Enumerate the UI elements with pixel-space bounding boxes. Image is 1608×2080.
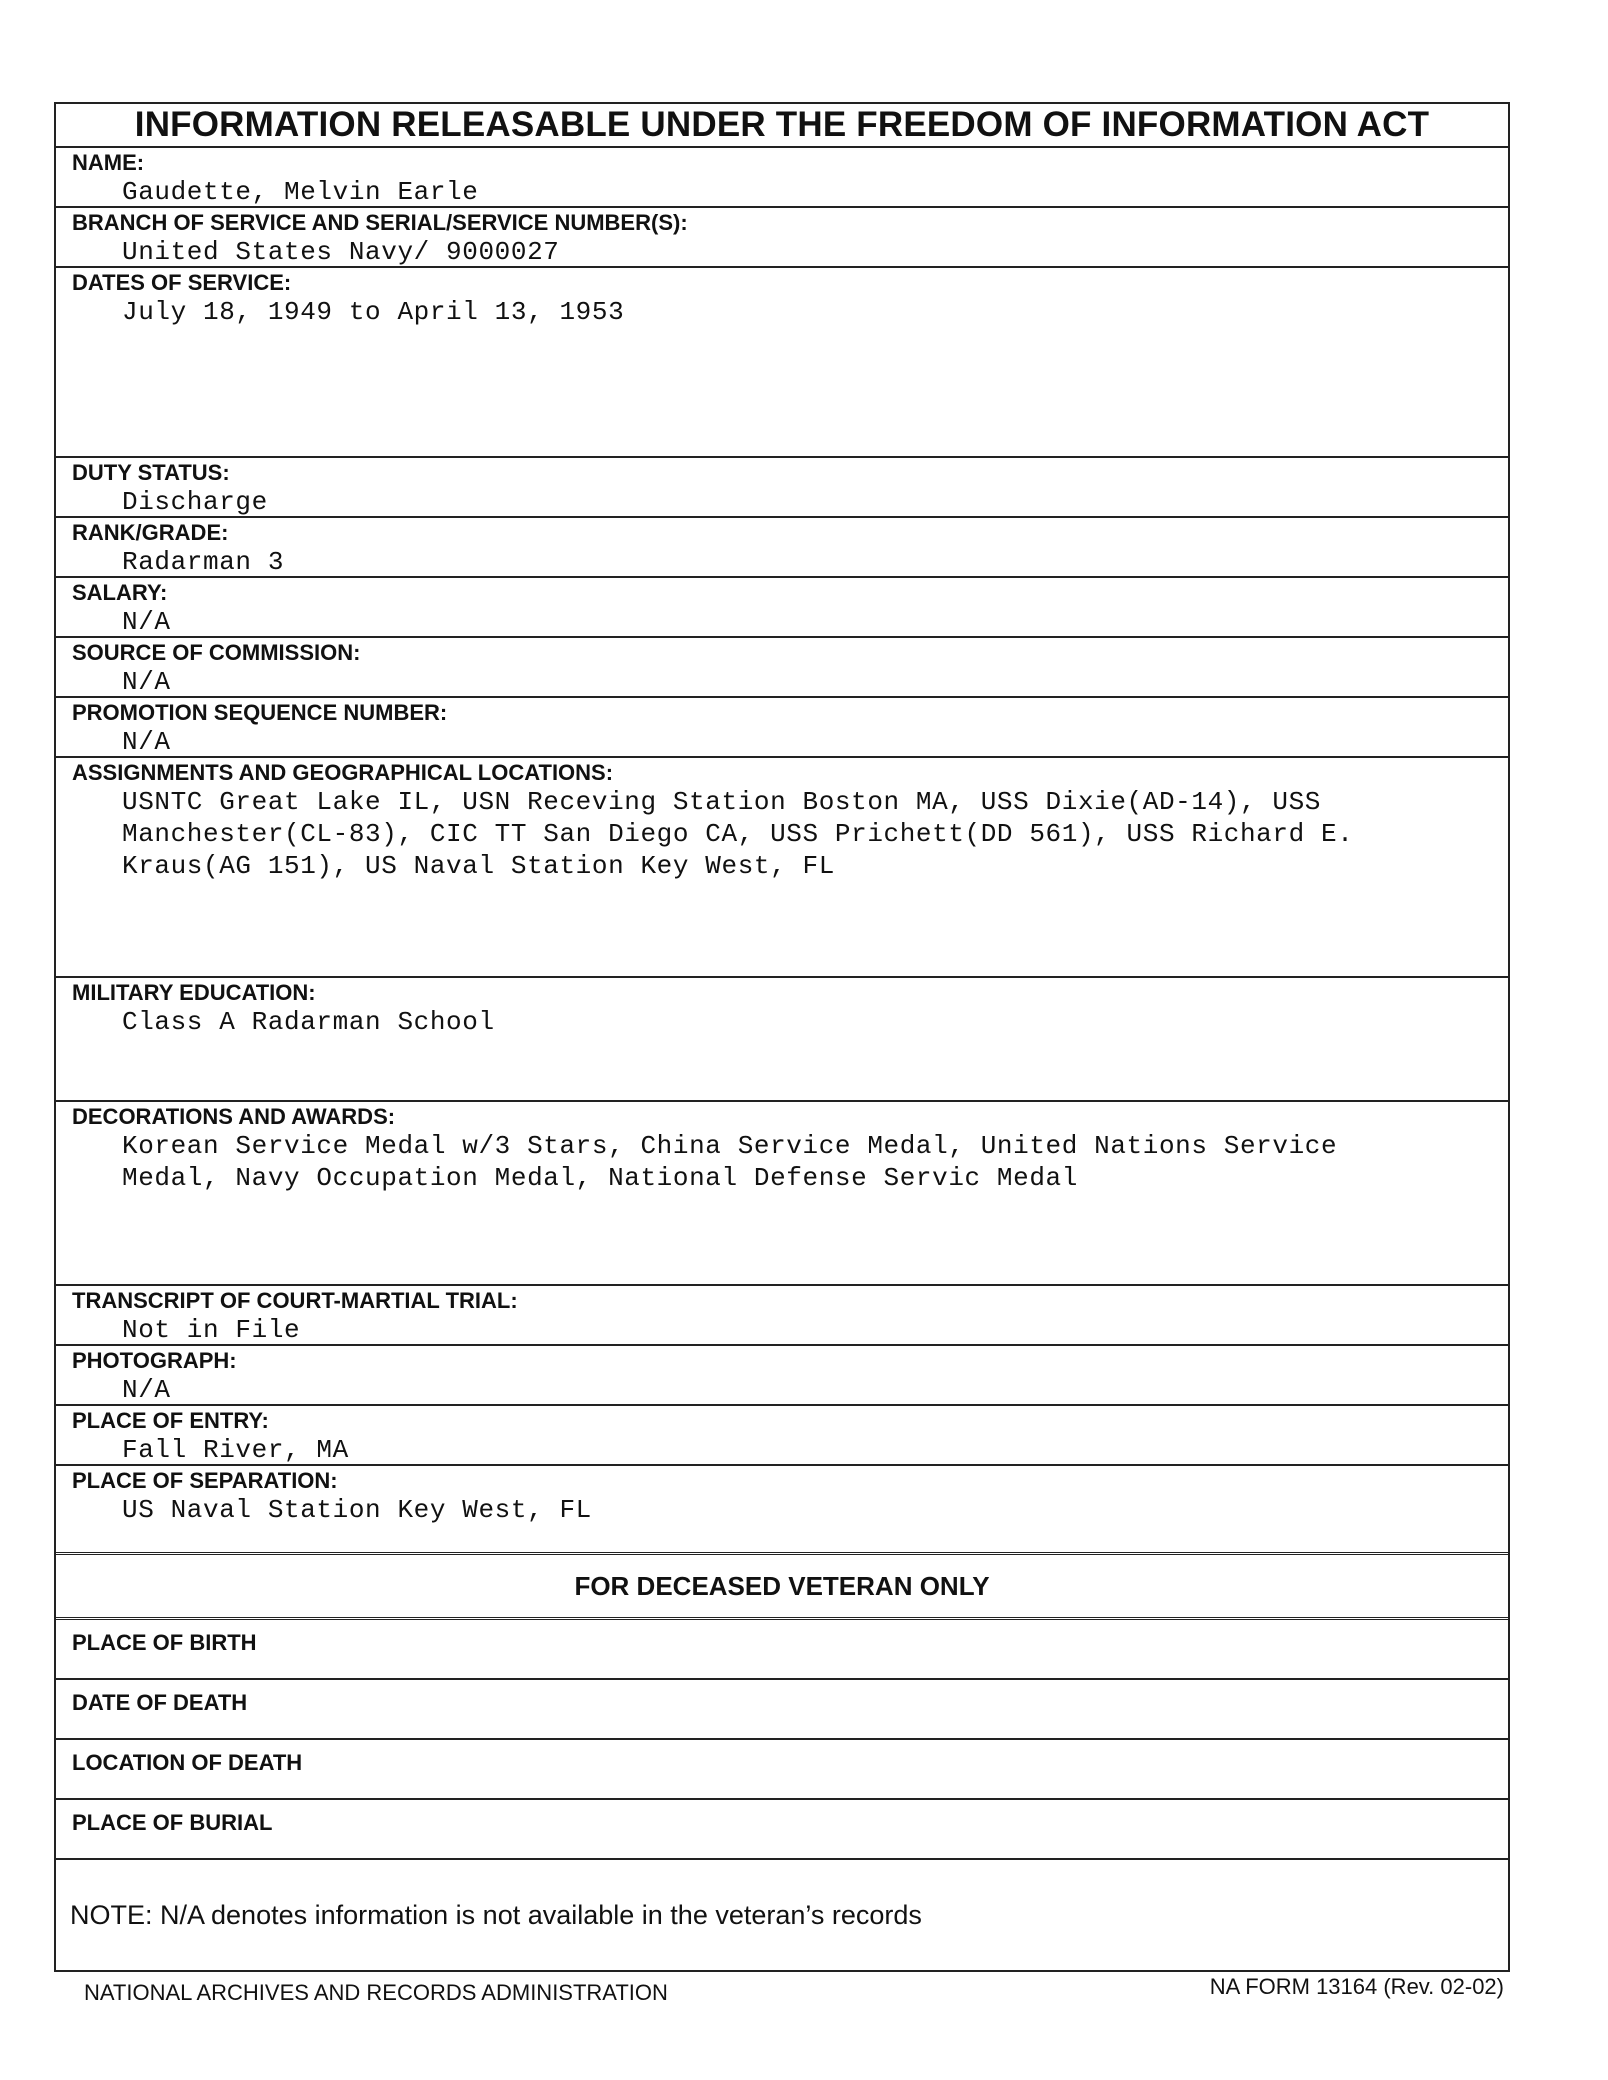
- field-place-of-birth: [56, 1620, 1508, 1680]
- field-value: United States Navy/ 9000027: [122, 237, 560, 267]
- field-label: PLACE OF BIRTH: [72, 1630, 257, 1655]
- field-label: ASSIGNMENTS AND GEOGRAPHICAL LOCATIONS:: [72, 760, 614, 785]
- field-date-of-death: [56, 1680, 1508, 1740]
- field-place-of-entry: [56, 1406, 1508, 1466]
- field-duty-status: [56, 458, 1508, 518]
- field-label: PLACE OF BURIAL: [72, 1810, 273, 1835]
- field-label: PLACE OF ENTRY:: [72, 1408, 269, 1433]
- foia-form: [54, 102, 1510, 1972]
- field-value: Not in File: [122, 1315, 301, 1345]
- field-label: SALARY:: [72, 580, 168, 605]
- deceased-section-heading: FOR DECEASED VETERAN ONLY: [56, 1552, 1508, 1620]
- field-label: DECORATIONS AND AWARDS:: [72, 1104, 396, 1129]
- field-promotion-sequence: [56, 698, 1508, 758]
- field-value: Class A Radarman School: [122, 1007, 495, 1037]
- field-branch-serial: [56, 208, 1508, 268]
- footer-agency: NATIONAL ARCHIVES AND RECORDS ADMINISTRATION: [84, 1980, 668, 2005]
- field-photograph: [56, 1346, 1508, 1406]
- field-value: N/A: [122, 607, 171, 637]
- field-value: USNTC Great Lake IL, USN Receving Station Boston MA, USS Dixie(AD-14), USS Manchester(CL-83), CIC TT San Diego CA, USS Prichett(DD 561), USS Richard E. Kraus(AG 151), US Naval Station Key West, FL: [122, 787, 1370, 881]
- field-location-of-death: [56, 1740, 1508, 1800]
- footer-form-number: NA FORM 13164 (Rev. 02-02): [1209, 1974, 1504, 1999]
- form-title: INFORMATION RELEASABLE UNDER THE FREEDOM OF INFORMATION ACT: [56, 104, 1508, 148]
- field-label: DUTY STATUS:: [72, 460, 230, 485]
- field-military-education: [56, 978, 1508, 1102]
- field-value: N/A: [122, 667, 171, 697]
- field-label: PHOTOGRAPH:: [72, 1348, 237, 1373]
- field-label: PLACE OF SEPARATION:: [72, 1468, 338, 1493]
- field-label: RANK/GRADE:: [72, 520, 229, 545]
- field-dates-of-service: [56, 268, 1508, 458]
- field-label: SOURCE OF COMMISSION:: [72, 640, 361, 665]
- field-label: BRANCH OF SERVICE AND SERIAL/SERVICE NUMBER(S):: [72, 210, 688, 235]
- field-rank-grade: [56, 518, 1508, 578]
- field-court-martial: [56, 1286, 1508, 1346]
- field-salary: [56, 578, 1508, 638]
- field-value: N/A: [122, 1375, 171, 1405]
- field-label: PROMOTION SEQUENCE NUMBER:: [72, 700, 448, 725]
- field-label: DATES OF SERVICE:: [72, 270, 292, 295]
- field-decorations-awards: [56, 1102, 1508, 1286]
- field-label: MILITARY EDUCATION:: [72, 980, 316, 1005]
- field-value: Gaudette, Melvin Earle: [122, 177, 479, 207]
- note: NOTE: N/A denotes information is not available in the veteran’s records: [56, 1860, 1508, 1972]
- field-source-of-commission: [56, 638, 1508, 698]
- field-value: N/A: [122, 727, 171, 757]
- field-label: DATE OF DEATH: [72, 1690, 248, 1715]
- field-value: Radarman 3: [122, 547, 285, 577]
- field-label: LOCATION OF DEATH: [72, 1750, 303, 1775]
- field-value: Fall River, MA: [122, 1435, 349, 1465]
- field-value: Korean Service Medal w/3 Stars, China Service Medal, United Nations Service Medal, Navy Occupation Medal, National Defense Servic Medal: [122, 1131, 1354, 1193]
- field-value: US Naval Station Key West, FL: [122, 1495, 592, 1525]
- field-value: Discharge: [122, 487, 268, 517]
- field-name: [56, 148, 1508, 208]
- field-label: TRANSCRIPT OF COURT-MARTIAL TRIAL:: [72, 1288, 518, 1313]
- field-place-of-burial: [56, 1800, 1508, 1860]
- field-label: NAME:: [72, 150, 145, 175]
- field-place-of-separation: [56, 1466, 1508, 1552]
- field-assignments: [56, 758, 1508, 978]
- field-value: July 18, 1949 to April 13, 1953: [122, 297, 625, 327]
